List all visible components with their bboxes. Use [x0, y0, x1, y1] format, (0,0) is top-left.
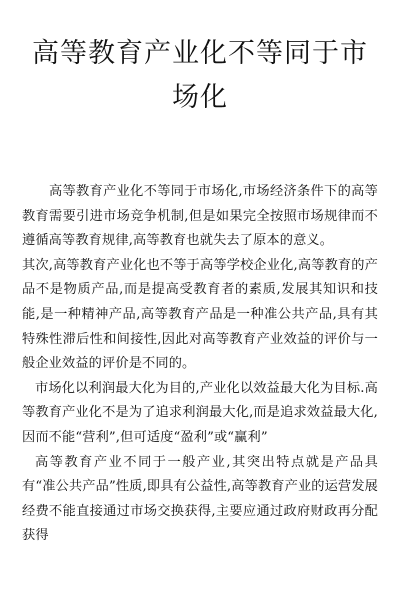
paragraph-2: 其次,高等教育产业化也不等于高等学校企业化,高等教育的产品不是物质产品,而是提高受教育者的素质,发展其知识和技能,是一种精神产品,高等教育产品是一种准公共产品,具有其特殊性滞后性和间接性,因此对高等教育产业效益的评价与一般企业效益的评价是不同的。 [22, 257, 378, 372]
document-title: 高等教育产业化不等同于市场化 [32, 38, 368, 113]
paragraph-3: 市场化以利润最大化为目的,产业化以效益最大化为目标.高等教育产业化不是为了追求利润最大化,而是追求效益最大化,因而不能“营利”,但可适度“盈利”或“赢利” [22, 380, 378, 445]
paragraph-4: 高等教育产业不同于一般产业,其突出特点就是产品具有“准公共产品”性质,即具有公益性,高等教育产业的运营发展经费不能直接通过市场交换获得,主要应通过政府财政再分配获得 [22, 454, 378, 544]
paragraph-1: 高等教育产业化不等同于市场化,市场经济条件下的高等教育需要引进市场竞争机制,但是如果完全按照市场规律而不遵循高等教育规律,高等教育也就失去了原本的意义。 [22, 184, 378, 249]
document-body [22, 180, 378, 549]
